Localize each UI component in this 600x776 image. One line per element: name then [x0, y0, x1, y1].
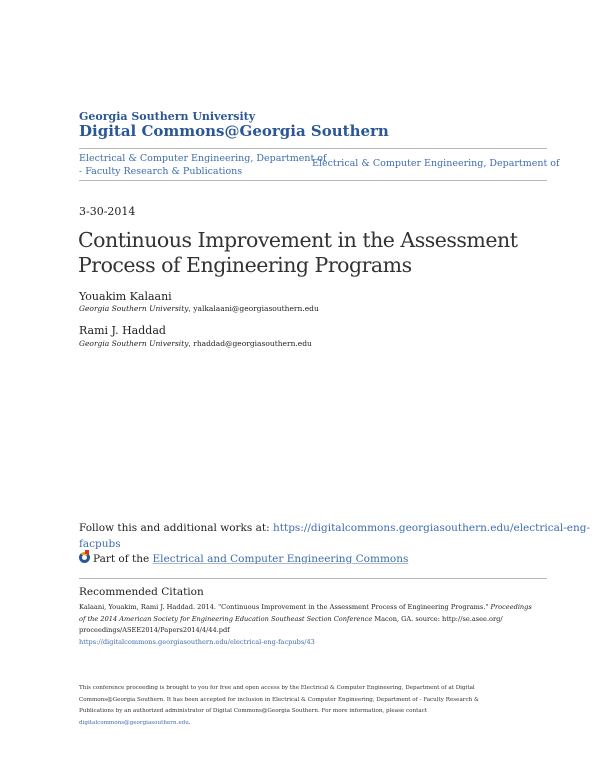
publication-date: 3-30-2014	[79, 205, 136, 218]
citation-heading: Recommended Citation	[79, 586, 204, 598]
citation-text	[79, 602, 532, 648]
citation-line: Kalaani, Youakim, Rami J. Haddad. 2014. "Continuous Improvement in the Assessment Process of Engineering Programs."	[79, 603, 491, 611]
citation-line: proceedings/ASEE2014/Papers2014/4/44.pdf	[79, 626, 230, 634]
author-email: , yalkalaani@georgiasouthern.edu	[188, 304, 319, 313]
author-name: Youakim Kalaani	[79, 290, 172, 303]
author-email: , rhaddad@georgiasouthern.edu	[188, 339, 312, 348]
page-title	[78, 228, 517, 278]
title-line: Continuous Improvement in the Assessment	[78, 228, 518, 252]
contact-email-link[interactable]: digitalcommons@georgiasouthern.edu	[79, 719, 189, 726]
repository-name[interactable]: Digital Commons@Georgia Southern	[79, 122, 389, 140]
series-line[interactable]: - Faculty Research & Publications	[79, 166, 243, 177]
author-affiliation	[79, 339, 312, 348]
bepress-commons-icon	[79, 552, 90, 563]
part-of	[79, 552, 408, 565]
citation-line: Macon, GA. source: http://se.asee.org/	[372, 614, 503, 623]
divider	[79, 578, 547, 579]
footer-line: This conference proceeding is brought to you for free and open access by the Electrical & Computer Engineering, Department of at Digital	[79, 685, 475, 691]
author-affiliation	[79, 304, 319, 313]
divider	[79, 180, 547, 181]
footer-line: Publications by an authorized administrator of Digital Commons@Georgia Southern. For more information, please contact	[79, 708, 428, 715]
citation-italic: of the 2014 American Society for Engineering Education Southeast Section Conference	[79, 614, 373, 623]
commons-link[interactable]: Electrical and Computer Engineering Commons	[152, 553, 409, 565]
follow-url-cont[interactable]: facpubs	[79, 538, 121, 550]
series-link[interactable]	[79, 152, 327, 178]
part-of-label: Part of the	[93, 553, 153, 565]
department-link[interactable]: Electrical & Computer Engineering, Department of	[312, 158, 560, 169]
series-line[interactable]: Electrical & Computer Engineering, Department of	[79, 153, 327, 164]
footer-notice	[79, 683, 479, 729]
institution-name: Georgia Southern University	[79, 110, 256, 123]
follow-url[interactable]: https://digitalcommons.georgiasouthern.edu/electrical-eng-	[273, 522, 591, 534]
divider	[79, 148, 547, 149]
footer-line: Commons@Georgia Southern. It has been accepted for inclusion in Electrical & Computer Engineering, Department of - Faculty Research &	[79, 696, 479, 703]
citation-url[interactable]: https://digitalcommons.georgiasouthern.edu/electrical-eng-facpubs/43	[79, 637, 315, 646]
author-name: Rami J. Haddad	[79, 324, 166, 337]
citation-italic: Proceedings	[490, 603, 532, 611]
affiliation: Georgia Southern University	[79, 304, 189, 313]
footer-end: .	[188, 719, 191, 726]
follow-text	[79, 520, 590, 552]
title-line: Process of Engineering Programs	[78, 253, 412, 277]
follow-label: Follow this and additional works at:	[79, 522, 273, 534]
affiliation: Georgia Southern University	[79, 339, 189, 348]
